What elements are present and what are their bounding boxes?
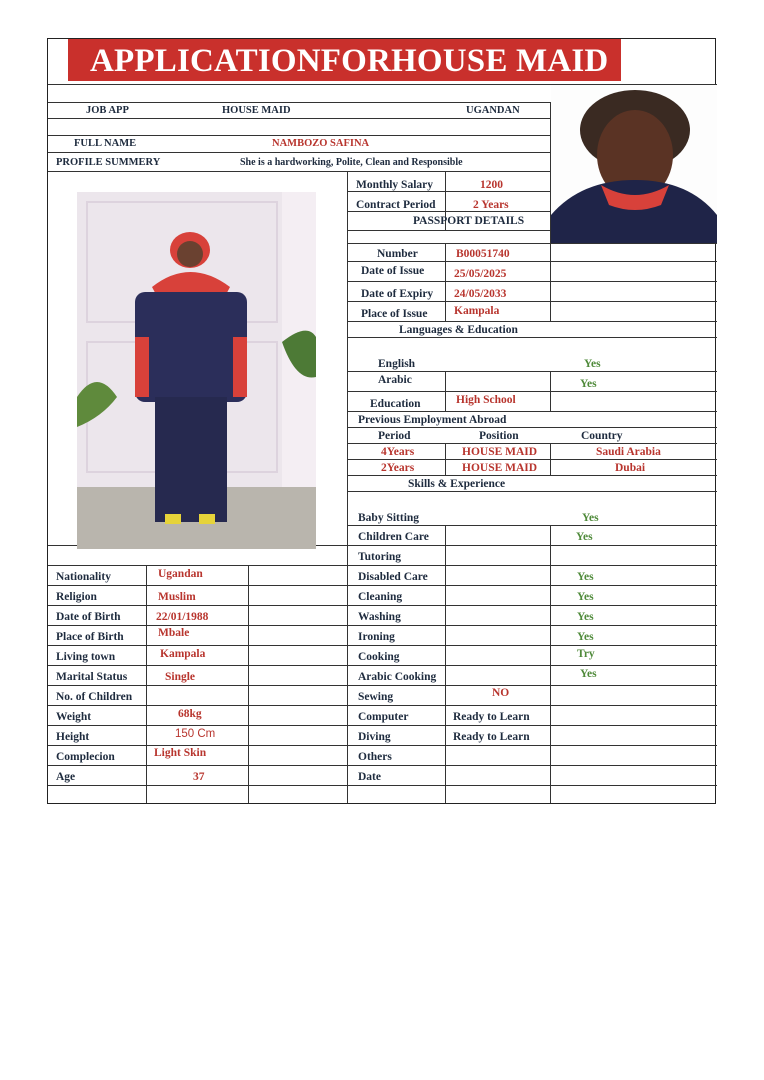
place-issue-label: Place of Issue — [361, 308, 428, 320]
emp-row-position: HOUSE MAID — [462, 446, 538, 458]
contract-value: 2 Years — [473, 199, 509, 211]
emp-row-period: 2Years — [381, 462, 415, 474]
skill-value: Yes — [577, 631, 594, 643]
job-app-label: JOB APP — [86, 105, 129, 116]
application-form — [47, 38, 716, 804]
profile-value: She is a hardworking, Polite, Clean and Responsible — [240, 157, 463, 168]
full-name-label: FULL NAME — [74, 138, 137, 149]
personal-label: No. of Children — [56, 691, 133, 703]
skill-label: Cleaning — [358, 591, 403, 603]
issue-label: Date of Issue — [361, 265, 425, 277]
personal-value: Ugandan — [158, 568, 203, 580]
skill-label: Washing — [358, 611, 401, 623]
title-banner — [68, 39, 621, 81]
languages-heading: Languages & Education — [399, 324, 518, 336]
education-label: Education — [370, 398, 421, 410]
personal-label: Nationality — [56, 571, 111, 583]
employment-heading: Previous Employment Abroad — [358, 414, 507, 426]
expiry-label: Date of Expiry — [361, 288, 434, 300]
personal-value: Single — [165, 671, 196, 683]
page-title: APPLICATIONFORHOUSE MAID — [90, 43, 609, 79]
personal-label: Living town — [56, 651, 116, 663]
personal-value: 37 — [193, 771, 205, 783]
skill-label: Others — [358, 751, 392, 763]
personal-value: Mbale — [158, 627, 190, 639]
personal-label: Religion — [56, 591, 97, 603]
personal-label: Marital Status — [56, 671, 128, 683]
arabic-value: Yes — [580, 378, 597, 390]
skill-label: Tutoring — [358, 551, 402, 563]
english-value: Yes — [584, 358, 601, 370]
skill-value: Yes — [580, 668, 597, 680]
portrait-photo — [551, 85, 717, 243]
personal-label: Age — [56, 771, 76, 783]
personal-value: Muslim — [158, 591, 196, 603]
salary-value: 1200 — [480, 179, 503, 191]
personal-value: Kampala — [160, 648, 206, 660]
skill-label: Children Care — [358, 531, 429, 543]
english-label: English — [378, 358, 416, 370]
skill-label: Cooking — [358, 651, 400, 663]
personal-value: 150 Cm — [175, 728, 216, 740]
emp-row-position: HOUSE MAID — [462, 462, 538, 474]
skill-value: Ready to Learn — [453, 731, 530, 743]
personal-label: Weight — [56, 711, 92, 723]
personal-value: 22/01/1988 — [156, 611, 209, 623]
skill-label: Arabic Cooking — [358, 671, 437, 683]
personal-value: 68kg — [178, 708, 202, 720]
col-country: Country — [581, 430, 623, 442]
skill-value: Try — [577, 648, 595, 660]
emp-row-country: Saudi Arabia — [596, 446, 661, 458]
passport-number-label: Number — [377, 248, 418, 260]
personal-label: Height — [56, 731, 90, 743]
skill-label: Computer — [358, 711, 409, 723]
skill-value: Yes — [576, 531, 593, 543]
col-position: Position — [479, 430, 519, 442]
education-value: High School — [456, 394, 516, 406]
skill-label: Diving — [358, 731, 391, 743]
skill-label: Disabled Care — [358, 571, 428, 583]
skill-label: Baby Sitting — [358, 512, 420, 524]
contract-label: Contract Period — [356, 199, 436, 211]
skill-label: Date — [358, 771, 381, 783]
arabic-label: Arabic — [378, 374, 412, 386]
skill-value: Ready to Learn — [453, 711, 530, 723]
place-issue: Kampala — [454, 305, 500, 317]
skill-value: Yes — [577, 571, 594, 583]
skill-value: Yes — [582, 512, 599, 524]
personal-label: Date of Birth — [56, 611, 121, 623]
personal-label: Complecion — [56, 751, 115, 763]
salary-label: Monthly Salary — [356, 179, 433, 191]
emp-row-period: 4Years — [381, 446, 415, 458]
skill-label: Ironing — [358, 631, 395, 643]
skills-heading: Skills & Experience — [408, 478, 506, 490]
passport-number: B00051740 — [456, 248, 510, 260]
personal-label: Place of Birth — [56, 631, 124, 643]
job-app-value: HOUSE MAID — [222, 105, 291, 116]
nationality-tag: UGANDAN — [466, 105, 520, 116]
personal-value: Light Skin — [154, 747, 207, 759]
col-period: Period — [378, 430, 411, 442]
full-name-value: NAMBOZO SAFINA — [272, 138, 370, 149]
full-body-photo — [77, 192, 316, 549]
passport-heading: PASSPORT DETAILS — [413, 215, 525, 227]
issue-date: 25/05/2025 — [454, 268, 507, 280]
skill-value: NO — [492, 687, 510, 699]
profile-label: PROFILE SUMMERY — [56, 157, 161, 168]
skill-label: Sewing — [358, 691, 394, 703]
skill-value: Yes — [577, 591, 594, 603]
emp-row-country: Dubai — [615, 462, 646, 474]
skill-value: Yes — [577, 611, 594, 623]
expiry-date: 24/05/2033 — [454, 288, 507, 300]
